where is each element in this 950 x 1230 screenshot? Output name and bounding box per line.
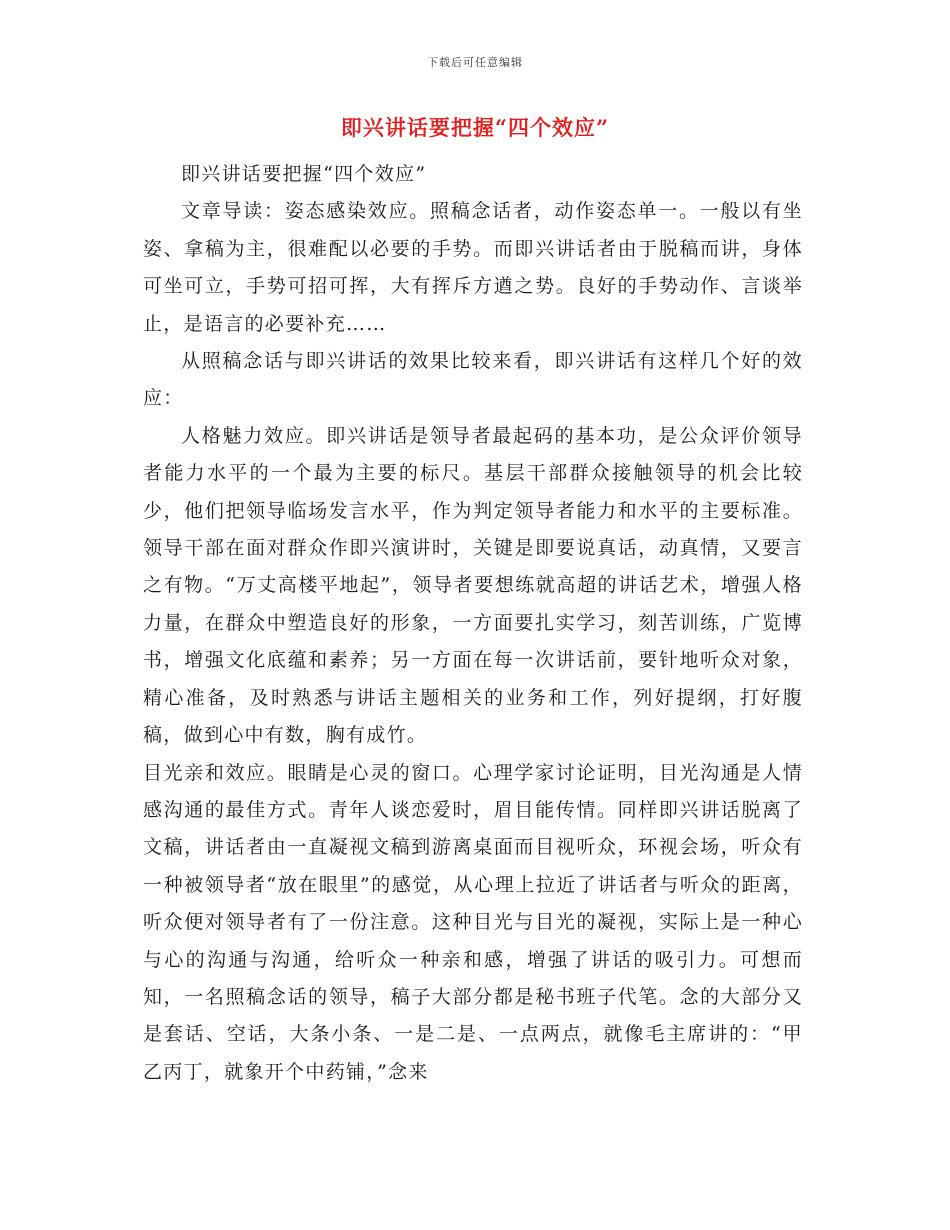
paragraph-charisma-effect: 人格魅力效应。即兴讲话是领导者最起码的基本功，是公众评价领导者能力水平的一个最为主要的标尺。基层干部群众接触领导的机会比较少，他们把领导临场发言水平，作为判定领导者能力和水平的主要标准。领导干部在面对群众作即兴演讲时，关键是即要说真话，动真情，又要言之有物。“万丈高楼平地起”，领导者要想练就高超的讲话艺术，增强人格力量，在群众中塑造良好的形象，一方面要扎实学习，刻苦训练，广览博书，增强文化底蕴和素养；另一方面在每一次讲话前，要针地听众对象，精心准备，及时熟悉与讲话主题相关的业务和工作，列好提纲，打好腹稿，做到心中有数，胸有成竹。 [143,424,803,747]
paragraph-comparison: 从照稿念话与即兴讲话的效果比较来看，即兴讲话有这样几个好的效应： [143,350,803,410]
document-title: 即兴讲话要把握“四个效应” [340,115,610,140]
header-note: 下载后可任意编辑 [427,56,523,69]
paragraph-intro: 文章导读：姿态感染效应。照稿念话者，动作姿态单一。一般以有坐姿、拿稿为主，很难配以必要的手势。而即兴讲话者由于脱稿而讲，身体可坐可立，手势可招可挥，大有挥斥方遒之势。良好的手势动作、言谈举止，是语言的必要补充…… [143,200,803,335]
paragraph-eye-contact-effect: 目光亲和效应。眼睛是心灵的窗口。心理学家讨论证明，目光沟通是人情感沟通的最佳方式。青年人谈恋爱时，眉目能传情。同样即兴讲话脱离了文稿，讲话者由一直凝视文稿到游离桌面而目视听众，环视会场，听众有一种被领导者“放在眼里”的感觉，从心理上拉近了讲话者与听众的距离，听众便对领导者有了一份注意。这种目光与目光的凝视，实际上是一种心与心的沟通与沟通，给听众一种亲和感，增强了讲话的吸引力。可想而知，一名照稿念话的领导，稿子大部分都是秘书班子代笔。念的大部分又是套话、空话，大条小条、一是二是、一点两点，就像毛主席讲的：“甲乙丙丁，就象开个中药铺，”念来 [143,761,803,1083]
paragraph-subtitle: 即兴讲话要把握“四个效应” [181,163,427,185]
document-body [143,156,803,1091]
